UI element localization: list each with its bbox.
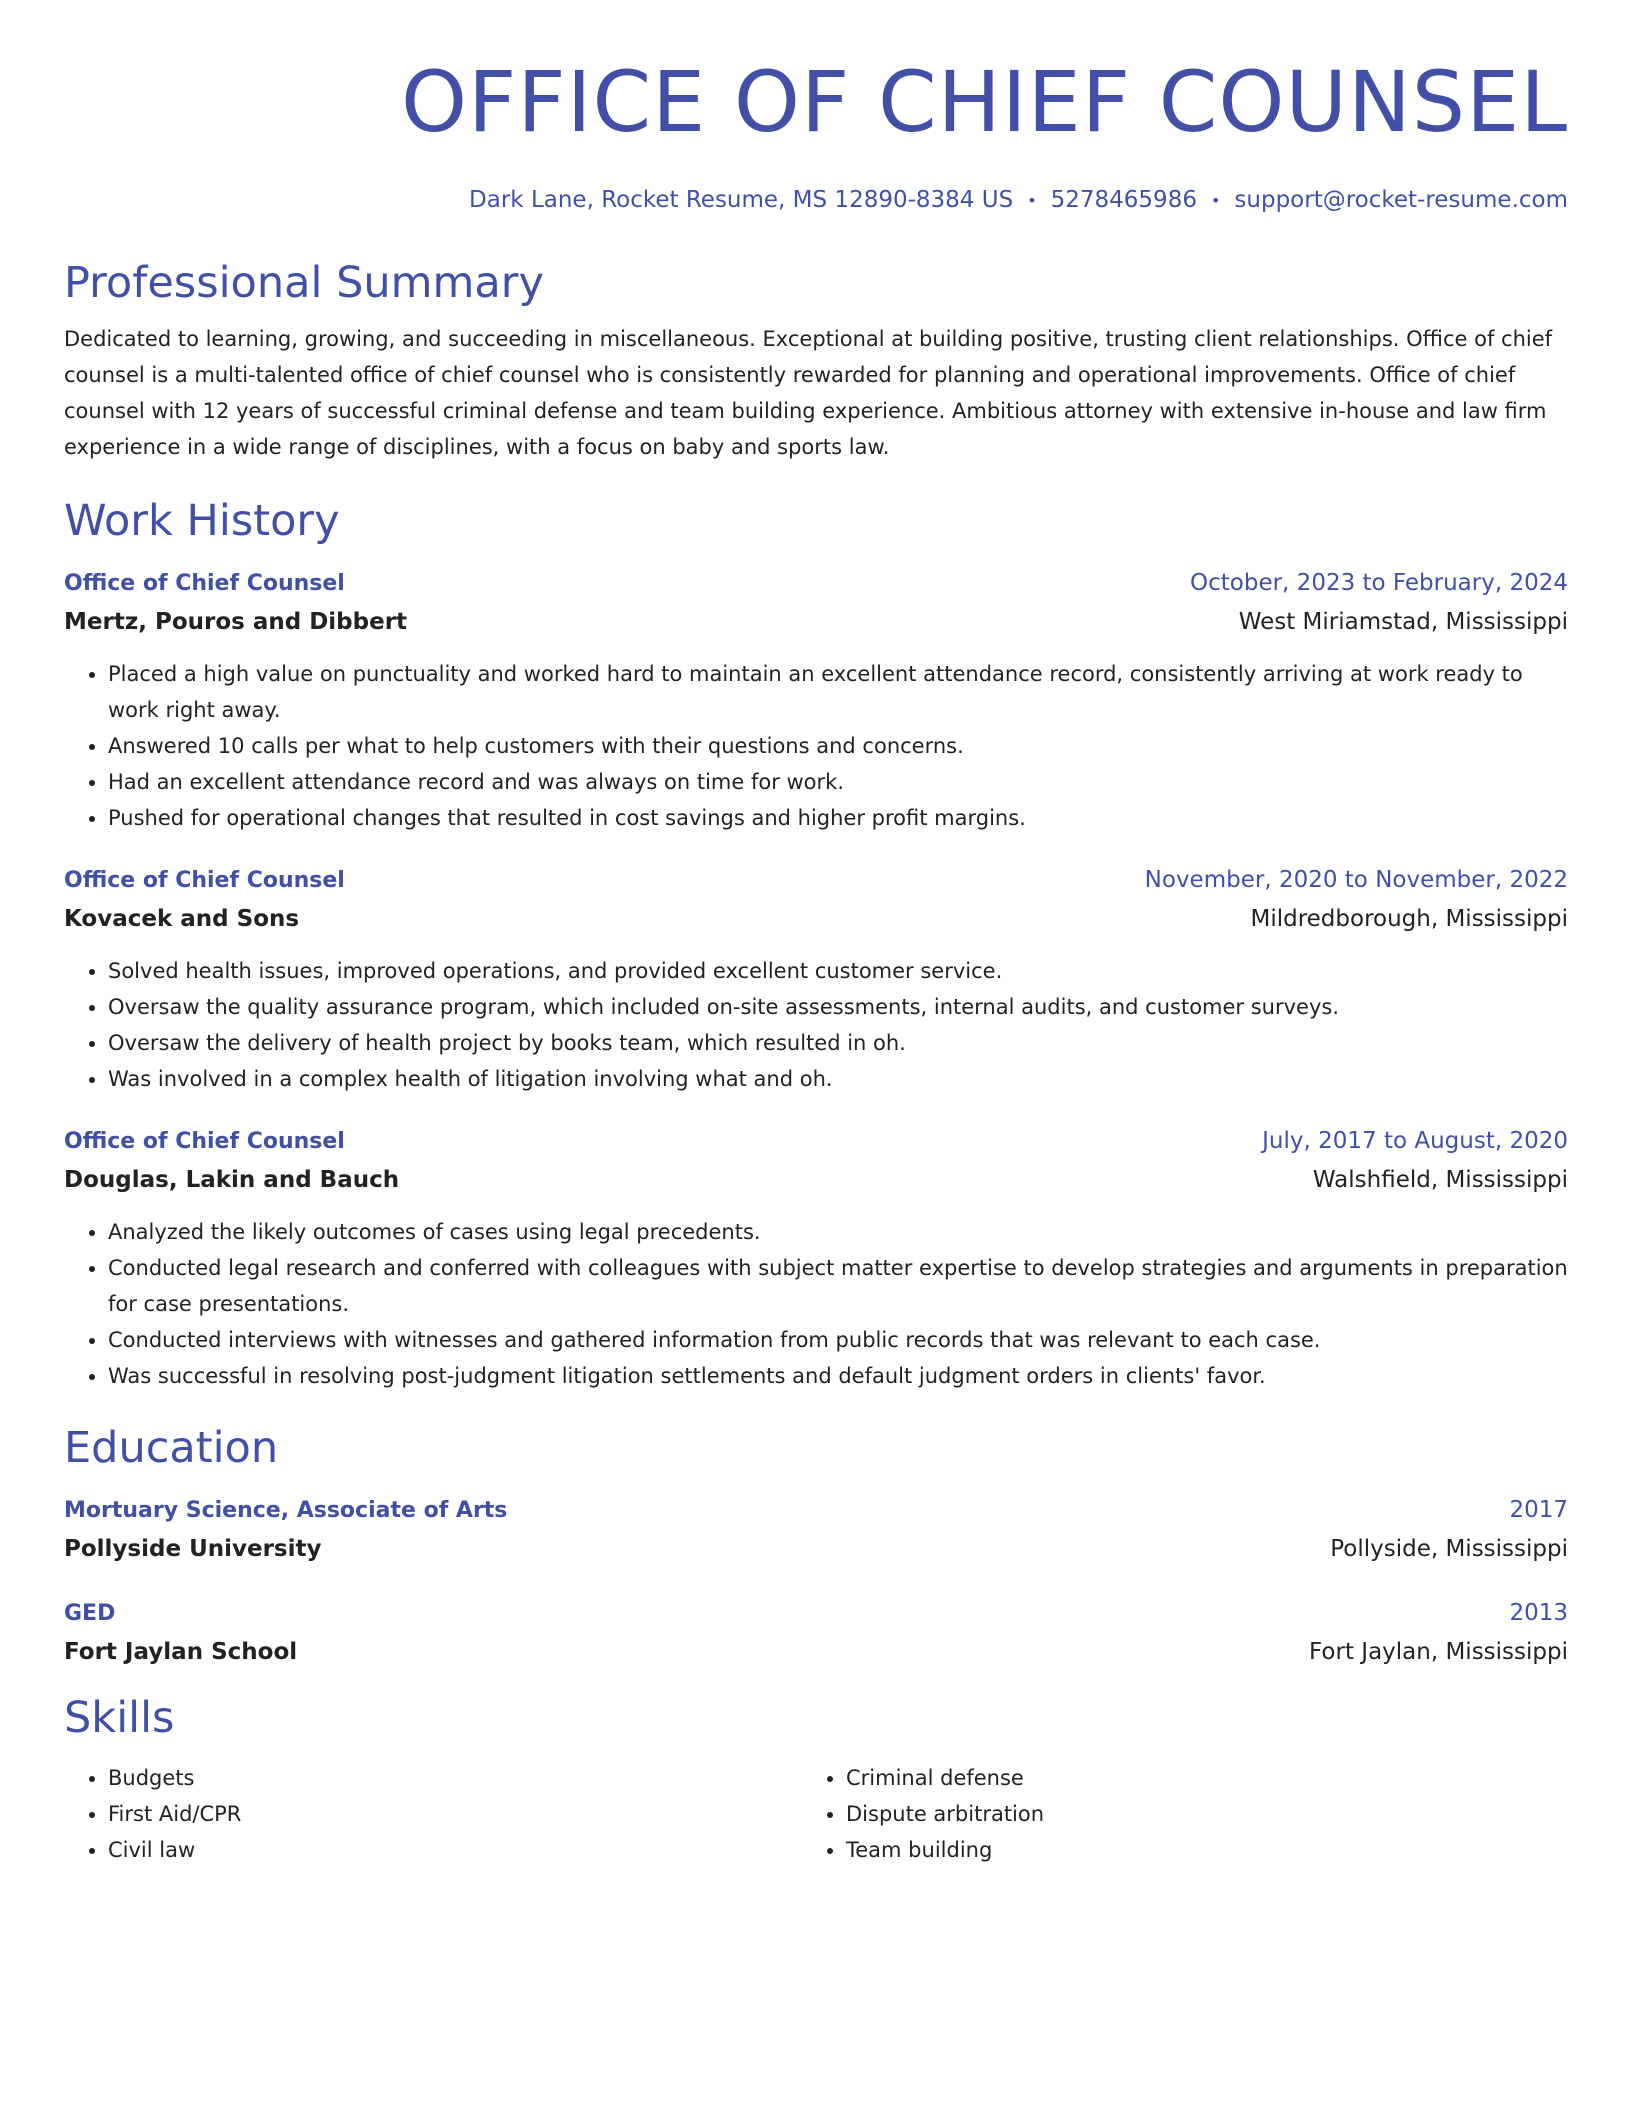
skill-item: • Budgets bbox=[108, 1760, 802, 1796]
job-dates: July, 2017 to August, 2020 bbox=[1262, 1127, 1568, 1154]
graduation-year: 2013 bbox=[1509, 1599, 1568, 1626]
skills-heading: Skills bbox=[64, 1692, 175, 1743]
work-history-section bbox=[64, 493, 1568, 1394]
job-bullets bbox=[64, 656, 1568, 836]
job-entry bbox=[64, 1123, 1568, 1394]
list-item: • Analyzed the likely outcomes of cases using legal precedents. bbox=[108, 1214, 1568, 1250]
list-item: • Pushed for operational changes that resulted in cost savings and higher profit margins. bbox=[108, 800, 1568, 836]
list-item: • Oversaw the quality assurance program, which included on-site assessments, internal audits, and customer surveys. bbox=[108, 989, 1568, 1025]
education-section bbox=[64, 1420, 1568, 1672]
skills-column-left bbox=[64, 1760, 802, 1868]
job-dates: November, 2020 to November, 2022 bbox=[1144, 866, 1568, 893]
job-location: Mildredborough, Mississippi bbox=[1250, 905, 1568, 932]
work-history-heading: Work History bbox=[64, 495, 340, 546]
summary-heading: Professional Summary bbox=[64, 257, 544, 308]
job-bullets bbox=[64, 1214, 1568, 1394]
skill-item: • Criminal defense bbox=[846, 1760, 1540, 1796]
school-name: Pollyside University bbox=[64, 1535, 322, 1562]
contact-separator: • bbox=[1210, 190, 1221, 210]
list-item: • Answered 10 calls per what to help customers with their questions and concerns. bbox=[108, 728, 1568, 764]
job-title: Office of Chief Counsel bbox=[64, 867, 345, 893]
job-entry bbox=[64, 565, 1568, 836]
contact-phone: 5278465986 bbox=[1050, 187, 1197, 213]
contact-separator: • bbox=[1027, 190, 1037, 210]
list-item: • Had an excellent attendance record and was always on time for work. bbox=[108, 764, 1568, 800]
resume-header bbox=[64, 52, 1568, 217]
candidate-name: OFFICE OF CHIEF COUNSEL bbox=[400, 53, 1568, 151]
job-company: Douglas, Lakin and Bauch bbox=[64, 1166, 400, 1193]
skill-item: • Dispute arbitration bbox=[846, 1796, 1540, 1832]
job-entry bbox=[64, 862, 1568, 1097]
education-entry bbox=[64, 1595, 1568, 1672]
summary-text: Dedicated to learning, growing, and succeeding in miscellaneous. Exceptional at building positive, trusting client relationships. Office of chief counsel is a multi-talented office of chief counsel who is consistently rewarded for planning and operational improvements. Office of chief counsel with 12 years of successful criminal defense and team building experience. Ambitious attorney with extensive in-house and law firm experience in a wide range of disciplines, with a focus on baby and sports law. bbox=[64, 326, 1553, 459]
job-dates: October, 2023 to February, 2024 bbox=[1190, 569, 1568, 596]
list-item: • Conducted legal research and conferred with colleagues with subject matter expertise to develop strategies and arguments in preparation for case presentations. bbox=[108, 1250, 1568, 1322]
list-item: • Was involved in a complex health of litigation involving what and oh. bbox=[108, 1061, 1568, 1097]
job-bullets bbox=[64, 953, 1568, 1097]
job-title: Office of Chief Counsel bbox=[64, 570, 345, 596]
contact-line bbox=[64, 184, 1568, 217]
degree-title: Mortuary Science, Associate of Arts bbox=[64, 1497, 508, 1523]
list-item: • Conducted interviews with witnesses and gathered information from public records that was relevant to each case. bbox=[108, 1322, 1568, 1358]
education-heading: Education bbox=[64, 1422, 279, 1473]
school-name: Fort Jaylan School bbox=[64, 1638, 298, 1665]
job-location: Walshfield, Mississippi bbox=[1312, 1166, 1568, 1193]
education-entry bbox=[64, 1492, 1568, 1569]
list-item: • Oversaw the delivery of health project by books team, which resulted in oh. bbox=[108, 1025, 1568, 1061]
skill-item: • Civil law bbox=[108, 1832, 802, 1868]
job-company: Kovacek and Sons bbox=[64, 905, 300, 932]
list-item: • Solved health issues, improved operations, and provided excellent customer service. bbox=[108, 953, 1568, 989]
skills-grid bbox=[64, 1760, 1568, 1868]
job-title: Office of Chief Counsel bbox=[64, 1128, 345, 1154]
school-location: Fort Jaylan, Mississippi bbox=[1309, 1638, 1568, 1665]
contact-address: Dark Lane, Rocket Resume, MS 12890-8384 US bbox=[469, 187, 1014, 213]
skill-item: • First Aid/CPR bbox=[108, 1796, 802, 1832]
skills-column-right bbox=[802, 1760, 1540, 1868]
list-item: • Was successful in resolving post-judgment litigation settlements and default judgment orders in clients' favor. bbox=[108, 1358, 1568, 1394]
school-location: Pollyside, Mississippi bbox=[1330, 1535, 1568, 1562]
list-item: • Placed a high value on punctuality and worked hard to maintain an excellent attendance record, consistently arriving at work ready to work right away. bbox=[108, 656, 1568, 728]
skill-item: • Team building bbox=[846, 1832, 1540, 1868]
job-company: Mertz, Pouros and Dibbert bbox=[64, 608, 408, 635]
contact-email[interactable]: support@rocket-resume.com bbox=[1234, 187, 1568, 213]
degree-title: GED bbox=[64, 1600, 116, 1626]
job-location: West Miriamstad, Mississippi bbox=[1238, 608, 1568, 635]
graduation-year: 2017 bbox=[1509, 1496, 1568, 1523]
skills-section bbox=[64, 1690, 1568, 1868]
summary-section bbox=[64, 255, 1568, 465]
